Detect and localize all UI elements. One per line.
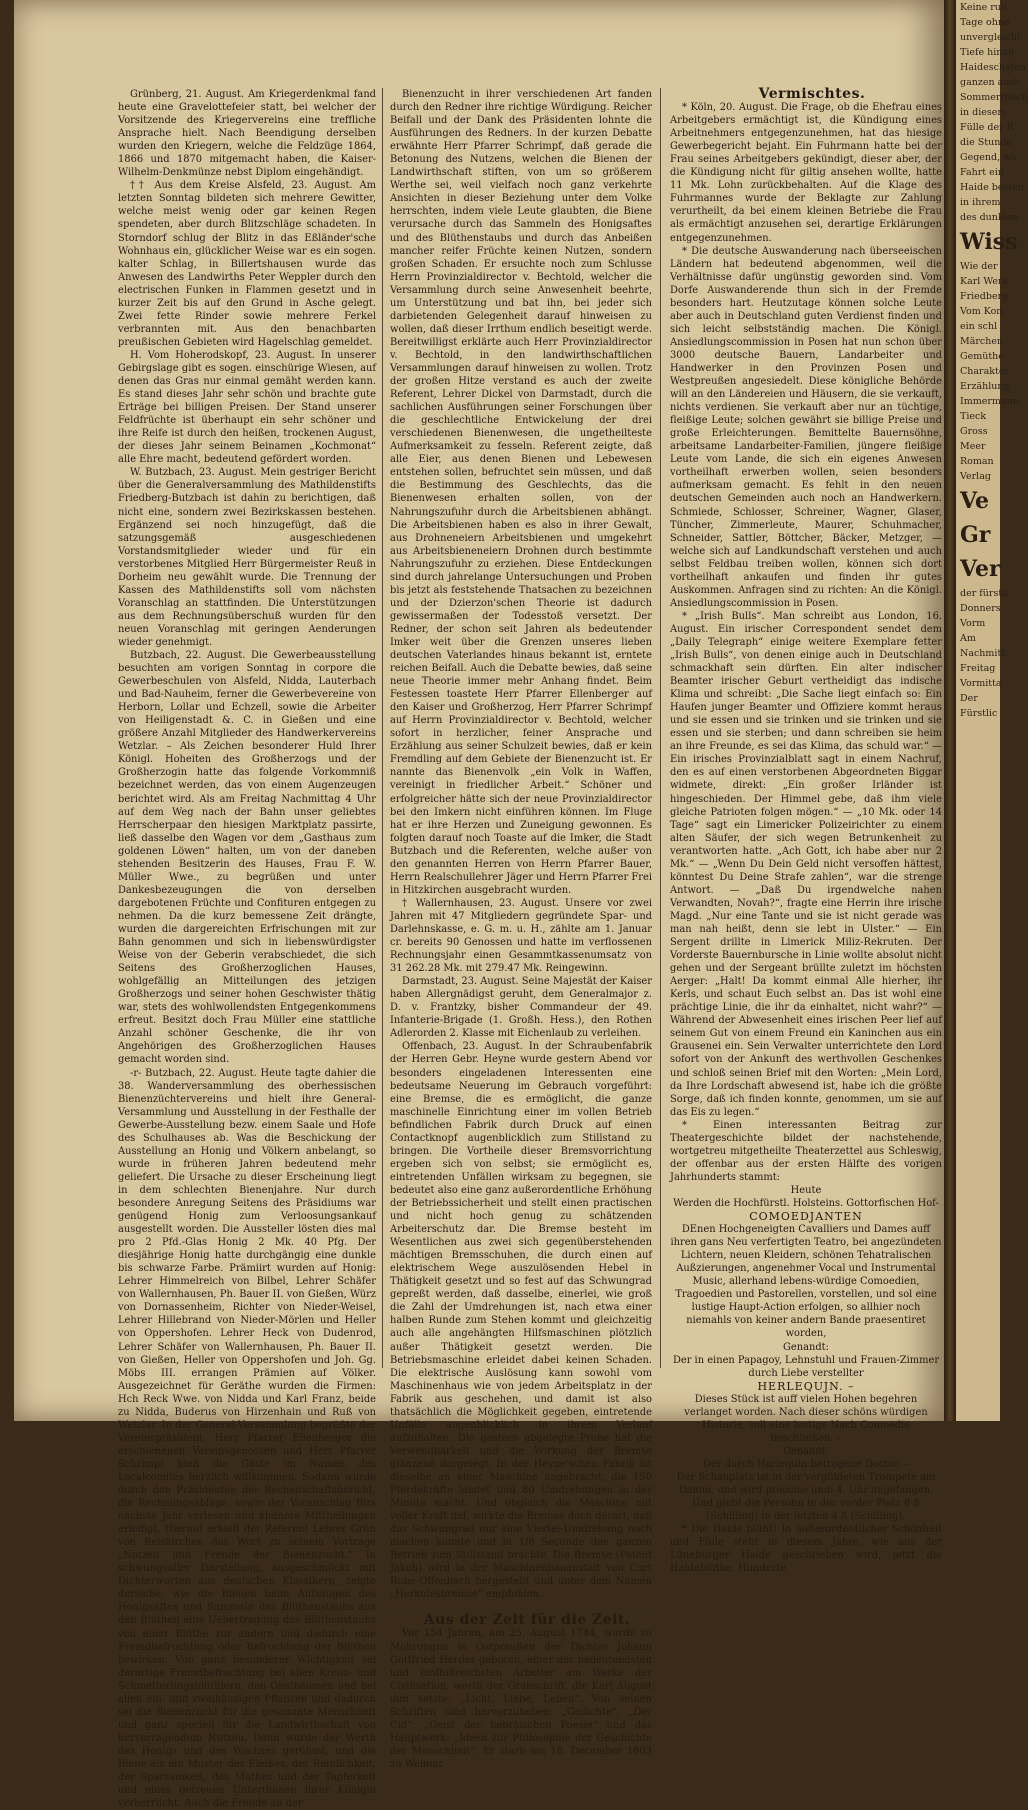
column-3 <box>670 88 942 1575</box>
adjacent-page-fragment: unvergleichl <box>960 32 1021 43</box>
adjacent-page-fragment: der fürstli <box>960 588 1009 599</box>
adjacent-page-fragment: Tiefe hinab <box>960 47 1015 58</box>
playbill-line: Und giebt die Persohn in der vorder Platz 8 ß (Schilling) in der letzten 4 ß (Schilling). <box>692 1498 920 1523</box>
section-title: Aus der Zeit für die Zeit. <box>423 1612 631 1629</box>
article-paragraph: * Einen interessanten Beitrag zur Theatergeschichte bildet der nachstehende, wortgetreu mitgetheilte Theaterzettel aus Schleswig, der offenbar aus der ersten Hälfte des vorigen Jahrhunderts stammt: <box>670 1119 942 1183</box>
article-paragraph: W. Butzbach, 23. August. Mein gestriger Bericht über die Generalversammlung des Mathildenstifts Friedberg-Butzbach ist dahin zu berichtigen, daß nicht eine, sondern zwei Bezirkskassen bestehen. Ergänzend sei noch hinzugefügt, daß die satzungsgemäß ausgeschiedenen Vorstandsmitglieder wieder und für ein verstorbenes Mitglied Herr Bürgermeister Reuß in Dorheim neu gewählt wurde. Die Trennung der Kassen des Mathildenstifts soll vom nächsten Voranschlag an stattfinden. Die Unterstützungen aus dem Rechnungsüberschuß wurden für den neuen Voranschlag mit geringen Aenderungen wieder genehmigt. <box>118 467 376 648</box>
playbill-line: Der durch Harlequin betrogene Doctor. – <box>702 1458 910 1470</box>
adjacent-page-fragment: Nachmitt <box>960 648 1006 659</box>
adjacent-page-fragment: Fahrt ein <box>960 167 1004 178</box>
adjacent-page-fragment: Fürstlic <box>960 708 998 719</box>
adjacent-page-fragment: Erzählung <box>960 381 1010 392</box>
adjacent-page-fragment: Ver <box>960 556 1001 582</box>
adjacent-page-fragment: Friedberg <box>960 291 1009 302</box>
article-paragraph: H. Vom Hoherodskopf, 23. August. In unserer Gebirgslage gibt es sogen. einschürige Wiesen, auf denen das Gras nur einmal gemäht werden kann. Es stand dieses Jahr sehr schön und brachte gute Erträge bei billigen Preisen. Der Stand unserer Feldfrüchte ist überhaupt ein sehr schöner und ihre Reife ist durch den heißen, trockenen August, der dieses Jahr seinem Beinamen „Kochmonat“ alle Ehre macht, bedeutend gefördert worden. <box>118 349 376 466</box>
article-paragraph: * Köln, 20. August. Die Frage, ob die Ehefrau eines Arbeitgebers ermächtigt ist, die Kündigung eines Arbeitnehmers entgegenzunehmen, hat das hiesige Gewerbegericht bejaht. Ein Fuhrmann hatte bei der Frau seines Arbeitgebers gekündigt, dieser aber, der die Kündigung nicht für giltig ansehen wollte, hatte 11 Mk. Lohn zurückbehalten. Auf die Klage des Fuhrmannes wurde der Beklagte zur Zahlung verurtheilt, da bei einem kleinen Betriebe die Frau als ermächtigt anzusehen sei, derartige Erklärungen entgegenzunehmen. <box>670 102 942 244</box>
column-divider <box>382 88 383 1368</box>
adjacent-page-fragment: des dunklen <box>960 212 1019 223</box>
adjacent-page-fragment: Gr <box>960 522 991 548</box>
book-spine <box>944 0 956 1421</box>
playbill-line: COMOEDJANTEN <box>749 1210 863 1224</box>
adjacent-page-fragment: in ihrem <box>960 197 1001 208</box>
adjacent-page-fragment: Roman <box>960 456 994 467</box>
article-paragraph: Butzbach, 22. August. Die Gewerbeausstellung besuchten am vorigen Sonntag in corpore die Gewerbeschulen von Alsfeld, Nidda, Lauterbach und Bad-Nauheim, ferner die Gewerbevereine von Herborn, Lollar und Echzell, sowie die Arbeiter von Heiligenstadt &. C. in Gießen und eine größere Anzahl Mitglieder des Handwerkervereins Wetzlar. – Als Zeichen besonderer Huld Ihrer Königl. Hoheiten des Großherzogs und der Großherzogin hatte das folgende Vorkommniß bezeichnet werden, das von einem Augenzeugen berichtet wird. Als am Freitag Nachmittag 4 Uhr auf dem Weg nach der Bahn unser geliebtes Herrscherpaar den hiesigen Marktplatz passirte, ließ dasselbe den Wagen vor dem „Gasthaus zum goldenen Löwen“ halten, um von der daneben stehenden Besitzerin des Hauses, Frau F. W. Müller Wwe., zu begrüßen und unter Dankesbezeugungen die von derselben dargebotenen Früchte und Confituren entgegen zu nehmen. Da die kurz bemessene Zeit drängte, wurden die dargereichten Erfrischungen mit zur Bahn genommen und sich in liebenswürdigster Weise von der Geberin verabschiedet, die sich Seitens des Großherzoglichen Hauses, wohlgefällig an Mitteilungen des jetzigen Großherzogs und seiner hohen Geschwister thätig war, stets des wohlwollendsten Entgegenkommens erfreut. Besitzt doch Frau Müller eine stattliche Anzahl schöner Geschenke, die ihr von Angehörigen des Großherzoglichen Hauses gemacht worden sind. <box>118 650 376 1066</box>
playbill-line: HERLEQUJN. – <box>757 1379 855 1393</box>
playbill-line: Heute <box>790 1184 822 1196</box>
section-aus-der-zeit <box>390 1609 652 1771</box>
adjacent-page-fragment: Tieck <box>960 411 987 422</box>
column-1 <box>118 88 376 1810</box>
adjacent-page-fragment: Der <box>960 693 978 704</box>
column-2 <box>390 88 652 1771</box>
adjacent-page-fragment: Vom Kon <box>960 306 1003 317</box>
adjacent-page-fragment: Fülle der R <box>960 122 1014 133</box>
adjacent-page-fragment: Am <box>960 633 976 644</box>
adjacent-page-fragment: Haide besten <box>960 182 1024 193</box>
article-paragraph: Bienenzucht in ihrer verschiedenen Art fanden durch den Redner ihre richtige Würdigung. Reicher Beifall und der Dank des Präsidenten lohnte die Ausführungen des Redners. In der kurzen Debatte erwähnte Herr Pfarrer Schrimpf, daß gerade die Betonung des Nutzens, welchen die Bienen der Landwirthschaft stiften, von um so größerem Werthe sei, weil vielfach noch ganz verkehrte Ansichten in dieser Beziehung unter dem Volke herrschten, indem viele Leute glaubten, die Biene verursache durch das Sammeln des Honigsaftes und des Blüthenstaubs und durch das Anbeißen mancher reifer Früchte keinen Nutzen, sondern großen Schaden. Er ersuchte noch zum Schlusse Herrn Provinzialdirector v. Bechtold, welcher die Versammlung durch seine Anwesenheit beehrte, um Unterstützung und bat ihn, bei jeder sich darbietenden Gelegenheit darauf hinweisen zu wollen, daß dieser Irrthum endlich beseitigt werde. Bereitwilligst erklärte auch Herr Provinzialdirector v. Bechtold, in den landwirthschaftlichen Versammlungen darauf hinweisen zu wollen. Trotz der großen Hitze verstand es auch der zweite Referent, Lehrer Dickel von Darmstadt, durch die sachlichen Ausführungen seiner Forschungen über die geschlechtliche Entwickelung der drei verschiedenen Bienenwesen, die ungetheilteste Aufmerksamkeit zu fesseln. Referent zeigte, daß alle Eier, aus denen Bienen und Lebewesen entstehen sollen, befruchtet sein müssen, und daß die Bestimmung des Geschlechts, das die Bienenwesen erhalten sollen, von der Nahrungszufuhr durch die Arbeitsbienen abhängt. Die Arbeitsbienen haben es also in ihrer Gewalt, aus Drohneneiern Arbeitsbienen und umgekehrt aus Arbeitsbieneneiern Drohnen durch bestimmte Nahrungszufuhr zu erziehen. Diese Entdeckungen sind durch jahrelange Untersuchungen und Proben bis jetzt als feststehende Thatsachen zu bezeichnen und der Dzierzon'schen Theorie ist dadurch gewissermaßen der Todesstoß versetzt. Der Redner, der schon seit Jahren als bedeutender Imker weit über die Grenzen unseres lieben deutschen Vaterlandes hinaus bekannt ist, erntete reichen Beifall. Auch die Debatte bewies, daß seine neue Theorie immer mehr Anhang findet. Beim Festessen toastete Herr Pfarrer Ellenberger auf den Kaiser und Großherzog, Herr Pfarrer Schrimpf auf Herrn Provinzialdirector v. Bechtold, welcher sofort in herzlicher, feiner Ansprache und Erzählung aus seiner Schulzeit bewies, daß er kein Fremdling auf dem Gebiete der Bienenzucht ist. Er nannte das Bienenvolk „ein Volk in Waffen, vereinigt in friedlicher Arbeit.“ Schöner und erfolgreicher hätte sich der neue Provinzialdirector bei den Imkern nicht einführen können. Im Fluge hat er ihre Herzen und Zuneigung gewonnen. Es folgten darauf noch Toaste auf die Imker, die Stadt Butzbach und die Referenten, welche außer von den genannten Herren von Herrn Pfarrer Bauer, Herrn Realschullehrer Jäger und Herrn Pfarrer Frei in Hitzkirchen ausgebracht wurden. <box>390 89 652 896</box>
adjacent-page-fragment: Gegend, wo <box>960 152 1018 163</box>
adjacent-page-fragment: ganzen ausb <box>960 77 1021 88</box>
section-text: Vor 154 Jahren, am 25. August 1744, wurde zu Mohrungen in Ostpreußen der Dichter Johann Gottfried Herder geboren, einer der bedeutendsten und einflußreichsten Arbeiter am Werke der Civilisation, werth der Grabschrift, die Karl August ihm setzte: „Licht, Liebe, Leben“. Von seinen Schriften sind hervorzuheben: „Gedichte“, „Der Cid“, „Geist der hebräischen Poesie“ und das Hauptwerk: „Ideen zur Philosophie der Geschichte der Menschheit“. Er starb am 18. December 1803 zu Weimar. <box>390 1628 652 1770</box>
playbill-line: Der in einen Papagoy, Lehnstuhl und Frauen-Zimmer durch Liebe verstellter <box>672 1354 940 1379</box>
vermischtes-title: Vermischtes. <box>758 86 866 102</box>
playbill-line: DEnen Hochgeneigten Cavalliers und Dames auff ihren gans Neu verfertigten Teatro, bei angezündeten Lichtern, neuen Kleidern, schönen Tehatralischen Außzierungen, angenehmer Vocal und Instrumental Music, allerhand lebens-würdige Comoedien, Tragoedien und Pastorellen, vorstellen, und sol eine lustige Haupt-Action erfolgen, so allhier noch niemahls von keiner andern Bande praesentiret worden, <box>670 1224 942 1340</box>
article-paragraph: -r- Butzbach, 22. August. Heute tagte dahier die 38. Wanderversammlung des oberhessischen Bienenzüchtervereins und hielt ihre General-Versammlung und Ausstellung in der Festhalle der Gewerbe-Ausstellung bezw. einem Saale und Hofe des Schulhauses ab. Was die Beschickung der Ausstellung an Honig und Völkern anbelangt, so wurde in früheren Jahren bedeutend mehr geliefert. Die Ursache zu dieser Erscheinung liegt in dem schlechten Bienenjahre. Nur durch besondere Anregung Seitens des Präsidiums war genügend Honig zum Verloosungsankauf ausgestellt worden. Die Aussteller lösten dies mal pro 2 Pfd.-Glas Honig 2 Mk. 40 Pfg. Der diesjährige Honig hatte durchgängig eine dunkle bis schwarze Farbe. Prämiirt wurden auf Honig: Lehrer Himmelreich von Bilbel, Lehrer Schäfer von Wallernhausen, Ph. Bauer II. von Gießen, Würz von Dornassenheim, Richter von Nieder-Weisel, Lehrer Hillebrand von Nieder-Mörlen und Heller von Oppershofen. Lehrer Heck von Dudenrod, Lehrer Schäfer von Wallernhausen, Ph. Bauer II. von Gießen, Heller von Oppershofen und Joh. Gg. Möbs III. errangen Prämien auf Völker. Ausgezeichnet für Geräthe wurden die Firmen: Hch Reck Wwe. von Nidda und Karl Franz, beide zu Nidda, Buderus von Hirzenhain und Ruß von Wetzlar. In der General-Versammlung begrüßte der Vereinspräsident, Herr Pfarrer Ellenberger die erschienenen Vereinsgenossen und Herr Pfarrer Schrimpf hieß die Gäste im Namen des Localcomités herzlich willkommen. Sodann wurde durch den Präsidenten der Rechenschaftsbericht, die Rechnungsablage, sowie der Voranschlag fürs nächste Jahr verlesen und kleinere Mittheilungen erledigt. Hierauf erhielt der Referent Lehrer Grün von Reiskirchen das Wort zu seinem Vortrage „Nutzen und Freude der Bienenzucht.“ In schwungvoller Darstellung, ausgeschmückt mit Dichterworten aus deutschen Klassikern, zeigte derselbe, wie die Bienen beim Aufsaugen des Honigsaftes und Sammeln des Blüthenstaubs aus den Blüthen eine Uebertragung des Blüthenstaubs von einer Blüthe zur andern und dadurch eine Fremdbefruchtung oder Befruchtung der Blüthen bewirken. Von ganz besonderer Wichtigkeit sei derartige Fremdbefruchtung bei allen Kreuz- und Schmetterlingsblüthlern, den Obstbäumen und bei allen ein- und zweihäusigen Pflanzen und dadurch sei die Bienenzucht für die gesammte Menschheit und ganz speciell für die Landwirthschaft von hervorragendem Nutzen. Dann wurde der Werth des Honigs und des Wachses gerühmt, und die Biene als ein Muster des Fleißes, der Reinlichkeit, der Sparsamkeit, des Muthes und der Tapferkeit und eines getreuen Unterthanen ihrer Königin verherrlicht. Auch die Freude an der <box>118 1067 376 1810</box>
adjacent-page-fragment: Gemüthe <box>960 351 1004 362</box>
adjacent-page-fragment: Sommerfrisch <box>960 92 1028 103</box>
adjacent-page-fragment: Tage ohne <box>960 17 1010 28</box>
adjacent-page-fragment: Ve <box>960 488 990 514</box>
article-paragraph: Offenbach, 23. August. In der Schraubenfabrik der Herren Gebr. Heyne wurde gestern Abend vor besonders eingeladenen Interessenten eine bedeutsame Neuerung im Gebrauch vorgeführt: eine Bremse, die es ermöglicht, die ganze maschinelle Einrichtung einer im vollen Betrieb befindlichen Fabrik durch Druck auf einen Contactknopf augenblicklich zum Stillstand zu bringen. Die Vortheile dieser Bremsvorrichtung ergeben sich von selbst; sie ermöglicht es, eintretenden Unfällen wirksam zu begegnen, sie bedeutet also eine ganz außerordentliche Erhöhung der Betriebssicherheit und stellt einen practischen und nicht hoch genug zu schätzenden Arbeiterschutz dar. Die Bremse besteht im Wesentlichen aus zwei sich gegenüberstehenden mächtigen Bremsschuhen, die durch einen auf elektrischem Wege auszulösenden Hebel in Thätigkeit gesetzt und so fest auf das Schwungrad gepreßt werden, daß dasselbe, einerlei, wie groß die Zahl der Umdrehungen ist, nach etwa einer halben Runde zum Stehen kommt und gleichzeitig auch alle angehängten Hilfsmaschinen plötzlich außer Thätigkeit gesetzt werden. Die Betriebsmaschine erleidet dabei keinen Schaden. Die elektrische Auslösung kann sowohl vom Maschinenhaus wie von jedem Arbeitsplatz in der Fabrik aus geschehen, und damit ist also thatsächlich die Möglichkeit gegeben, eintretende Unfälle augenblicklich in ihrem Verlauf aufzuhalten. Die gestern abgelegte Probe hat die Verwendbarkeit und die Wirkung der Bremse glänzend dargelegt. In der Heyne'schen Fabrik ist dieselbe an einer Maschine angebracht, die 150 Pferdekräfte leistet und 80 Umdrehungen in der Minute macht. Und obgleich die Maschine mit voller Kraft lief, wirkte die Bremse doch derart, daß das Schwungrad nur eine Viertel-Umdrehung noch machen konnte und in 1/8 Secunde den ganzen Betrieb zum Stillstand brachte. Die Bremse (Patent Jakob) wird in der Maschinenbauanstalt von Curt Rube-Offenbach hergestellt und unter dem Namen „Herkulesbremse“ empfohlen. <box>390 1041 652 1601</box>
adjacent-page-fragment: Vorm <box>960 618 986 629</box>
article-paragraph: †† Aus dem Kreise Alsfeld, 23. August. Am letzten Sonntag bildeten sich mehrere Gewitter, welche meist wenig oder gar keinen Regen spendeten, aber durch Blitzschläge schadeten. In Storndorf schlug der Blitz in das Eßländer'sche Wohnhaus ein, glücklicher Weise war es ein sogen. kalter Schlag, in Billertshausen wurde das Anwesen des Landwirths Peter Weppler durch den electrischen Funken in Flammen gesetzt und in kurzer Zeit bis auf den Grund in Asche gelegt. Zwei fette Rinder sowie mehrere Ferkel verbrannten mit. Aus den benachbarten preußischen Gebieten wird Hagelschlag gemeldet. <box>118 180 376 348</box>
playbill-line: Genandt: <box>783 1341 829 1353</box>
closing-paragraph: * Die Haide blüht! In außerordentlicher Schönheit und Fülle steht in diesem Jahre, wie aus der Lüneburger Haide geschrieben wird, jetzt die Haideblüthe. Hunderte <box>670 1524 942 1575</box>
adjacent-page-fragment: Karl Werk <box>960 276 1009 287</box>
newspaper-page <box>14 0 944 1810</box>
article-paragraph: Grünberg, 21. August. Am Kriegerdenkmal fand heute eine Gravelottefeier statt, bei welcher der Vorsitzende des Kriegervereins eine treffliche Ansprache hielt. Nach Beendigung derselben wurden den Kriegern, welche die Feldzüge 1864, 1866 und 1870 mitgemacht haben, die Kaiser-Wilhelm-Denkmünze nebst Diplom eingehändigt. <box>118 89 376 179</box>
article-paragraph: Darmstadt, 23. August. Seine Majestät der Kaiser haben Allergnädigst geruht, dem Generalmajor z. D. v. Frantzky, bisher Commandeur der 49. Infanterie-Brigade (1. Großh. Hess.), den Rothen Adlerorden 2. Klasse mit Eichenlaub zu verleihen. <box>390 976 652 1040</box>
article-paragraph: * Die deutsche Auswanderung nach überseeischen Ländern hat bedeutend abgenommen, weil die Verhältnisse dafür ungünstig geworden sind. Vom Dorfe Auswanderende thun sich in der Fremde besonders hart. Heutzutage können solche Leute aber auch in Deutschland guten Verdienst finden und sich leicht selbstständig machen. Die Königl. Ansiedlungscommission in Posen hat nun schon über 3000 deutsche Bauern, Landarbeiter und Handwerker in den Provinzen Posen und Westpreußen angesiedelt. Diese königliche Behörde will an den Ländereien und Häusern, die sie verkauft, nichts verdienen. Sie verkauft aber nur an tüchtige, fleißige Leute; solchen gewährt sie billige Preise und große Erleichterungen. Bemittelte Bauernsöhne, arbeitsame Landarbeiter-Familien, jüngere fleißige Leute vom Lande, die sich ein eigenes Anwesen vortheilhaft erwerben wollen, seien besonders aufmerksam gemacht. Es fehlt in den neuen deutschen Gemeinden auch noch an Handwerkern. Schmiede, Schlosser, Schreiner, Wagner, Glaser, Tüncher, Zimmerleute, Maurer, Schuhmacher, Schneider, Sattler, Böttcher, Bäcker, Metzger, — welche sich auf Landkundschaft verstehen und auch selbst Feldbau treiben wollen, können sich dort vortheilhaft ankaufen und finden ihr gutes Auskommen. Anfragen sind zu richten: An die Königl. Ansiedlungscommission in Posen. <box>670 245 942 609</box>
adjacent-page-fragment: Donners <box>960 603 1001 614</box>
adjacent-page-fragment: ein schl <box>960 321 998 332</box>
adjacent-page-fragment: Märchen <box>960 336 1004 347</box>
theater-playbill <box>670 1184 942 1523</box>
playbill-line: Dieses Stück ist auff vielen Hohen begehren verlanget worden. Nach dieser schöns würdigen Historie, soll eine lustige Nach Comoedie beschließen. – <box>684 1393 928 1444</box>
article-paragraph: † Wallernhausen, 23. August. Unsere vor zwei Jahren mit 47 Mitgliedern gegründete Spar- und Darlehnskasse, e. G. m. u. H., zählte am 1. Januar cr. bereits 90 Genossen und hatte im verflossenen Rechnungsjahr einen Gesammtkassenumsatz von 31 262.28 Mk. mit 279.47 Mk. Reingewinn. <box>390 897 652 975</box>
adjacent-page-fragment: Wiss <box>960 229 1018 255</box>
adjacent-page-fragment: Charakter <box>960 366 1009 377</box>
adjacent-page-fragment: die Stunde <box>960 137 1013 148</box>
column-divider <box>660 88 661 1368</box>
adjacent-page-fragment: Haideschafen <box>960 62 1026 73</box>
adjacent-page-fragment: Gross <box>960 426 988 437</box>
adjacent-page-fragment: Meer <box>960 441 986 452</box>
article-paragraph: * „Irish Bulls“. Man schreibt aus London, 16. August. Ein irischer Correspondent sendet dem „Daily Telegraph“ einige weitere Exemplare fetter „Irish Bulls“, von denen einige auch in Deutschland schmackhaft sein dürften. Ein alter indischer Beamter irischer Geburt vertheidigt das indische Klima und schreibt: „Die Sache liegt einfach so: Ein Haufen junger Beamter und Offiziere kommt heraus und sie essen und sie trinken und sie trinken und sie essen und sie sterben; und dann schreiben sie heim an ihre Freunde, es sei das Klima, das schuld war.“ — Ein irisches Provinzialblatt sagt in einem Nachruf, den es auf einen verstorbenen Abgeordneten Biggar widmete, direkt: „Ein großer Irländer ist hingeschieden. Der Himmel gebe, daß ihm viele gleiche Patrioten folgen mögen.“ — „10 Mk. oder 14 Tage“ sagt ein Limericker Polizeirichter zu einem alten Säufer, der sich wegen Betrunkenheit zu verantworten hatte. „Ach Gott, ich habe aber nur 2 Mk.“ — „Wenn Du Dein Geld nicht versoffen hättest, könntest Du Deine Strafe zahlen“, war die strenge Antwort. — „Daß Du irgendwelche nahen Verwandten, Novah?“, fragte eine Herrin ihre irische Magd. „Nur eine Tante und sie ist nicht gerade was man nah heißt, denn sie lebt in Ulster.“ — Ein Sergent drillte in Limerick Miliz-Rekruten. Der Vorderste Bauernbursche in Linie wollte absolut nicht gehen und der Sergeant brüllte zuletzt im höchsten Aerger: „Halt! Da kommt einmal Alle hierher, ihr Kerls, und schaut Euch selbst an. Das ist wohl eine prächtige Linie, die ihr da einhaltet, nicht wahr?“ — Während der Abwesenheit eines irischen Peer lief auf seinem Gut von einem Freund ein Kaninchen aus ein Grausenei ein. Sein Verwalter unterrichtete den Lord sofort von der Ankunft des werthvollen Geschenkes und schloß seinen Brief mit den Worten: „Mein Lord, da Ihre Lordschaft abwesend ist, habe ich die größte Sorge, daß ich finden konnte, genommen, um sie auf das Eis zu legen.“ <box>670 610 942 1118</box>
adjacent-page-fragment: Freitag <box>960 663 996 674</box>
adjacent-page-fragment: Wie der <box>960 261 998 272</box>
playbill-line: Der Schauplatz ist in der vergüldeten Trompete am Damm, und wird praecise umb 4. Uhr angefangen. <box>676 1471 936 1497</box>
adjacent-page-fragment: Verlag <box>960 471 991 482</box>
adjacent-page-fragment: Vormitta <box>960 678 1002 689</box>
adjacent-page-fragment: Immermann <box>960 396 1019 407</box>
playbill-line: Werden die Hochfürstl. Holsteins. Gottorfischen Hof- <box>673 1197 939 1209</box>
adjacent-page-fragment: in diesem <box>960 107 1007 118</box>
adjacent-page-fragment: Keine ruh <box>960 2 1008 13</box>
playbill-line: Genandt: <box>783 1445 829 1457</box>
adjacent-page-edge <box>956 0 1028 1421</box>
